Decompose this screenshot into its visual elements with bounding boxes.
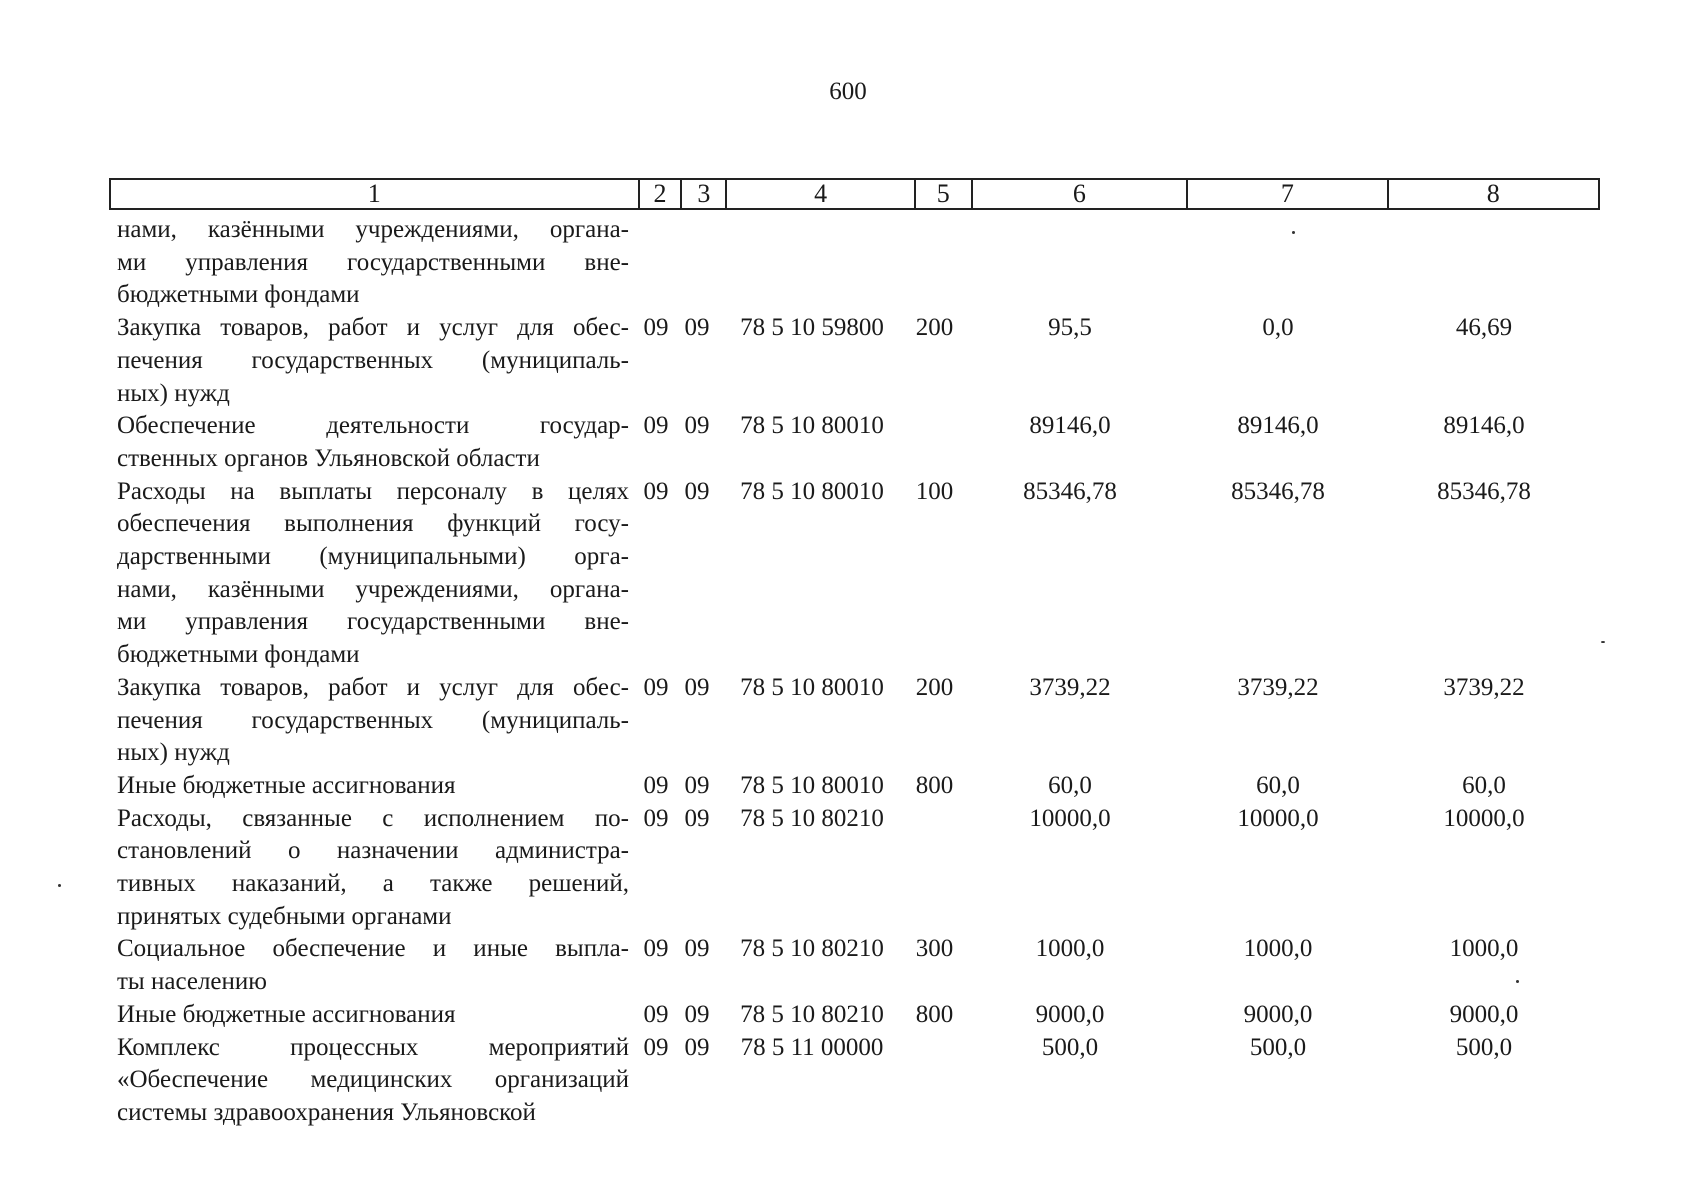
cell-col-7: 60,0 bbox=[1256, 771, 1300, 799]
table-body bbox=[109, 214, 1600, 1130]
cell-col-6: 1000,0 bbox=[1035, 935, 1105, 963]
description-line: Закупка товаров, работ и услуг для обес- bbox=[117, 673, 629, 701]
cell-col-4: 78 5 10 80010 bbox=[740, 673, 884, 701]
cell-col-2: 09 bbox=[643, 771, 669, 799]
header-col-6: 6 bbox=[973, 180, 1188, 208]
cell-col-8: 1000,0 bbox=[1449, 935, 1519, 963]
header-col-5: 5 bbox=[916, 180, 973, 208]
description-line: Закупка товаров, работ и услуг для обес- bbox=[117, 314, 629, 342]
table-row bbox=[109, 410, 1600, 475]
table-header bbox=[109, 178, 1600, 210]
description-line: дарственными (муниципальными) орга- bbox=[117, 543, 629, 571]
description-line: ственных органов Ульяновской области bbox=[117, 444, 540, 472]
cell-col-3: 09 bbox=[684, 804, 710, 832]
page-number: 600 bbox=[829, 78, 867, 105]
description-line: Иные бюджетные ассигнования bbox=[117, 1000, 456, 1028]
cell-col-6: 89146,0 bbox=[1029, 412, 1111, 440]
cell-col-4: 78 5 10 80210 bbox=[740, 1000, 884, 1028]
cell-col-2: 09 bbox=[643, 1000, 669, 1028]
description-line: нами, казёнными учреждениями, органа- bbox=[117, 216, 629, 243]
cell-col-8: 9000,0 bbox=[1449, 1000, 1519, 1028]
header-col-2: 2 bbox=[640, 180, 683, 208]
header-col-3: 3 bbox=[682, 180, 727, 208]
cell-col-3: 09 bbox=[684, 477, 710, 505]
cell-col-2: 09 bbox=[643, 314, 669, 342]
scan-speck bbox=[1601, 641, 1605, 643]
header-col-4: 4 bbox=[727, 180, 916, 208]
description-line: Иные бюджетные ассигнования bbox=[117, 771, 456, 799]
cell-col-6: 95,5 bbox=[1048, 314, 1092, 342]
cell-col-4: 78 5 10 59800 bbox=[740, 314, 884, 342]
description-line: Обеспечение деятельности государ- bbox=[117, 412, 629, 440]
row-description bbox=[109, 476, 629, 672]
table-row bbox=[109, 803, 1600, 934]
description-line: печения государственных (муниципаль- bbox=[117, 706, 629, 734]
table-row bbox=[109, 1032, 1600, 1130]
description-line: принятых судебными органами bbox=[117, 902, 452, 930]
description-line: Расходы, связанные с исполнением по- bbox=[117, 804, 629, 832]
cell-col-7: 89146,0 bbox=[1237, 412, 1319, 440]
cell-col-5: 800 bbox=[915, 771, 954, 799]
description-line: ми управления государственными вне- bbox=[117, 608, 629, 636]
description-line: ты населению bbox=[117, 968, 267, 996]
cell-col-7: 500,0 bbox=[1249, 1033, 1307, 1061]
row-description bbox=[109, 999, 629, 1032]
cell-col-6: 9000,0 bbox=[1035, 1000, 1105, 1028]
cell-col-6: 85346,78 bbox=[1023, 477, 1117, 505]
table-row bbox=[109, 999, 1600, 1032]
table-row bbox=[109, 214, 1600, 312]
description-line: ных) нужд bbox=[117, 379, 230, 407]
cell-col-7: 1000,0 bbox=[1243, 935, 1313, 963]
cell-col-8: 60,0 bbox=[1462, 771, 1506, 799]
cell-col-5: 100 bbox=[915, 477, 954, 505]
cell-col-7: 10000,0 bbox=[1237, 804, 1319, 832]
cell-col-6: 60,0 bbox=[1048, 771, 1092, 799]
cell-col-2: 09 bbox=[643, 673, 669, 701]
description-line: ми управления государственными вне- bbox=[117, 248, 629, 276]
cell-col-8: 10000,0 bbox=[1443, 804, 1525, 832]
cell-col-7: 0,0 bbox=[1262, 314, 1294, 342]
cell-col-6: 500,0 bbox=[1041, 1033, 1099, 1061]
description-line: бюджетными фондами bbox=[117, 281, 360, 309]
description-line: Социальное обеспечение и иные выпла- bbox=[117, 935, 629, 963]
description-line: обеспечения выполнения функций госу- bbox=[117, 510, 629, 538]
cell-col-3: 09 bbox=[684, 935, 710, 963]
description-line: нами, казёнными учреждениями, органа- bbox=[117, 575, 629, 603]
table-row bbox=[109, 770, 1600, 803]
row-description bbox=[109, 214, 629, 312]
description-line: печения государственных (муниципаль- bbox=[117, 346, 629, 374]
cell-col-3: 09 bbox=[684, 1000, 710, 1028]
row-description bbox=[109, 312, 629, 410]
cell-col-5: 300 bbox=[915, 935, 954, 963]
cell-col-5: 800 bbox=[915, 1000, 954, 1028]
description-line: «Обеспечение медицинских организаций bbox=[117, 1066, 629, 1094]
scan-speck bbox=[58, 884, 61, 887]
cell-col-3: 09 bbox=[684, 314, 710, 342]
row-description bbox=[109, 1032, 629, 1130]
header-col-7: 7 bbox=[1188, 180, 1388, 208]
cell-col-4: 78 5 10 80010 bbox=[740, 477, 884, 505]
cell-col-2: 09 bbox=[643, 935, 669, 963]
cell-col-6: 3739,22 bbox=[1029, 673, 1111, 701]
cell-col-2: 09 bbox=[643, 1033, 669, 1061]
row-description bbox=[109, 410, 629, 475]
row-description bbox=[109, 803, 629, 934]
table-row bbox=[109, 476, 1600, 672]
row-description bbox=[109, 672, 629, 770]
description-line: тивных наказаний, а также решений, bbox=[117, 870, 629, 898]
scan-speck bbox=[1516, 980, 1519, 983]
cell-col-6: 10000,0 bbox=[1029, 804, 1111, 832]
table-row bbox=[109, 933, 1600, 998]
cell-col-2: 09 bbox=[643, 804, 669, 832]
description-line: ных) нужд bbox=[117, 739, 230, 767]
description-line: Комплекс процессных мероприятий bbox=[117, 1033, 629, 1061]
description-line: становлений о назначении администра- bbox=[117, 837, 629, 865]
cell-col-4: 78 5 11 00000 bbox=[740, 1033, 884, 1061]
scan-speck bbox=[1292, 231, 1295, 234]
cell-col-5: 200 bbox=[915, 314, 954, 342]
cell-col-3: 09 bbox=[684, 673, 710, 701]
header-col-1: 1 bbox=[111, 180, 640, 208]
row-description bbox=[109, 770, 629, 803]
cell-col-2: 09 bbox=[643, 412, 669, 440]
table-row bbox=[109, 312, 1600, 410]
cell-col-7: 3739,22 bbox=[1237, 673, 1319, 701]
cell-col-3: 09 bbox=[684, 1033, 710, 1061]
cell-col-4: 78 5 10 80210 bbox=[740, 935, 884, 963]
cell-col-8: 89146,0 bbox=[1443, 412, 1525, 440]
description-line: бюджетными фондами bbox=[117, 641, 360, 669]
cell-col-3: 09 bbox=[684, 412, 710, 440]
cell-col-3: 09 bbox=[684, 771, 710, 799]
cell-col-8: 500,0 bbox=[1455, 1033, 1513, 1061]
cell-col-2: 09 bbox=[643, 477, 669, 505]
cell-col-8: 46,69 bbox=[1455, 314, 1513, 342]
cell-col-5: 200 bbox=[915, 673, 954, 701]
header-col-8: 8 bbox=[1486, 179, 1500, 208]
table-row bbox=[109, 672, 1600, 770]
cell-col-7: 9000,0 bbox=[1243, 1000, 1313, 1028]
cell-col-4: 78 5 10 80010 bbox=[740, 412, 884, 440]
description-line: Расходы на выплаты персоналу в целях bbox=[117, 477, 629, 505]
row-description bbox=[109, 933, 629, 998]
cell-col-7: 85346,78 bbox=[1231, 477, 1325, 505]
cell-col-8: 85346,78 bbox=[1437, 477, 1531, 505]
cell-col-8: 3739,22 bbox=[1443, 673, 1525, 701]
cell-col-4: 78 5 10 80210 bbox=[740, 804, 884, 832]
cell-col-4: 78 5 10 80010 bbox=[740, 771, 884, 799]
description-line: системы здравоохранения Ульяновской bbox=[117, 1098, 536, 1126]
